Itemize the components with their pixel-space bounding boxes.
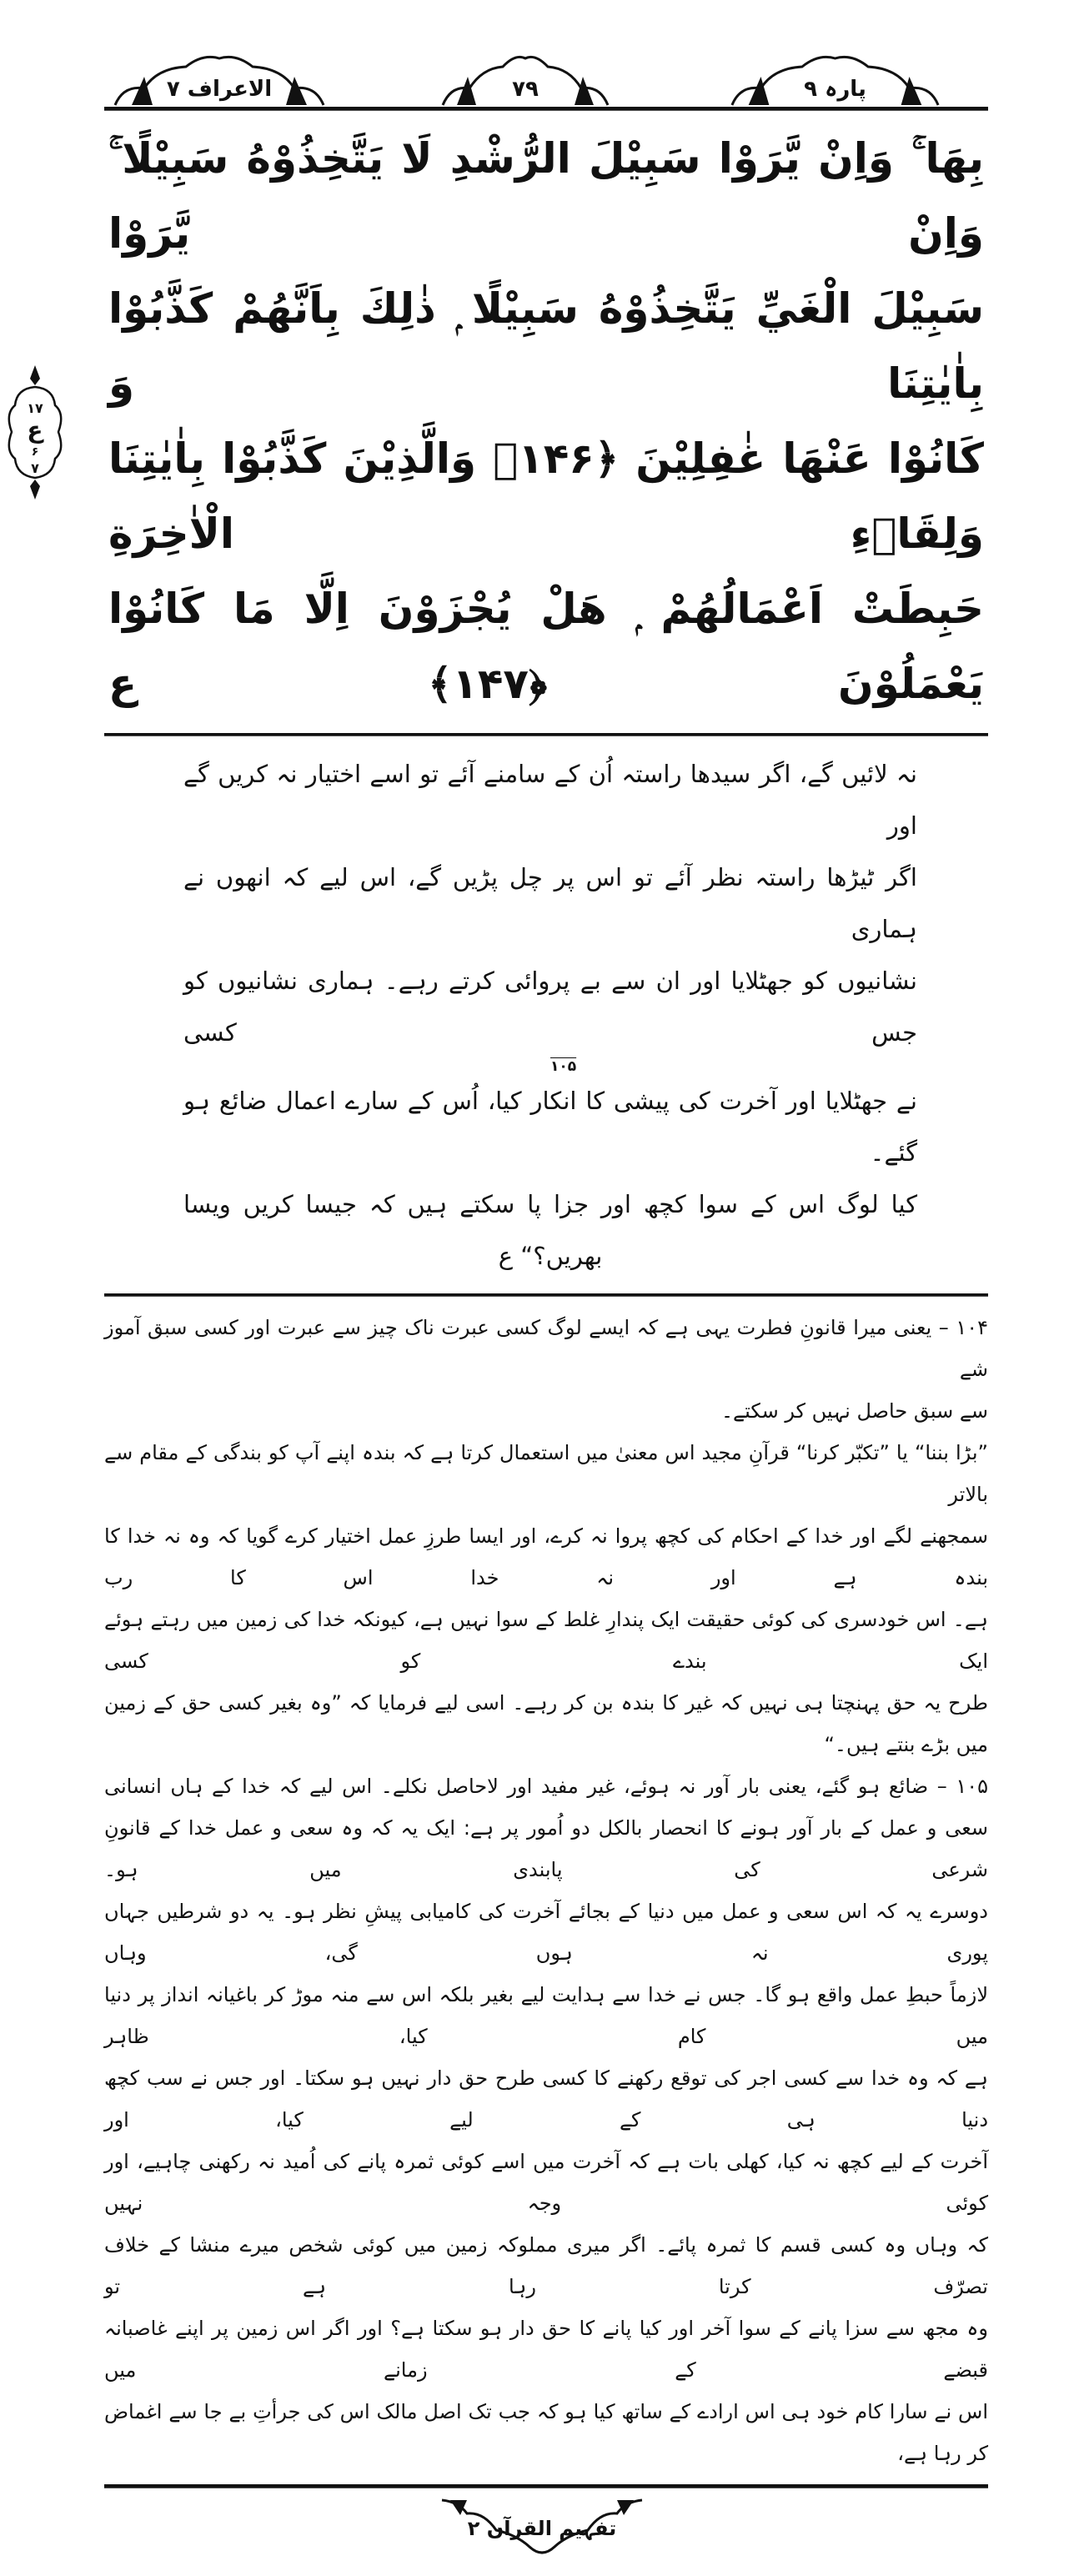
footer-ornament	[434, 2497, 650, 2559]
ruku-count-bottom: ۷	[31, 460, 39, 476]
book-title: تفہیم القرآن ۲	[467, 2516, 617, 2540]
page-number-ornament	[436, 52, 615, 107]
notes-divider	[104, 1293, 988, 1297]
note-line: وہ مجھ سے سزا پانے کے سوا آخر اور کیا پانے کا حق دار ہو سکتا ہے؟ اور اگر اس زمین پر اپنے غاصبانہ قبضے کے زمانے میں	[104, 2317, 988, 2382]
footer-divider	[104, 2484, 988, 2488]
note-line: اس نے سارا کام خود ہی اس ارادے کے ساتھ کیا ہو کہ جب تک اصل مالک اس کی جرأتِ بے جا سے اغماض کر رہا ہے،	[104, 2400, 988, 2465]
translation-line: کیا لوگ اس کے سوا کچھ اور جزا پا سکتے ہیں کہ جیسا کریں ویسا بھریں؟“ ع	[183, 1190, 917, 1270]
note-line: طرح یہ حق پہنچتا ہی نہیں کہ غیر کا بندہ بن کر رہے۔ اسی لیے فرمایا کہ ”وہ بغیر کسی حق کے زمین میں بڑے بنتے ہیں۔“	[104, 1691, 988, 1756]
note-line: سمجھنے لگے اور خدا کے احکام کی کچھ پروا نہ کرے، اور ایسا طرزِ عمل اختیار کرے گویا کہ وہ نہ خدا کا بندہ ہے اور نہ خدا اس کا رب	[104, 1524, 988, 1589]
quran-text	[108, 121, 984, 721]
note-line: ہے۔ اس خودسری کی کوئی حقیقت ایک پندارِ غلط کے سوا نہیں ہے، کیونکہ خدا کی زمین میں رہتے ہوئے ایک بندے کو کسی	[104, 1608, 988, 1673]
note-line: آخرت کے لیے کچھ نہ کیا، کھلی بات ہے کہ آخرت میں اسے کوئی ثمرہ پانے کی اُمید نہ رکھنی چاہیے، اور کوئی وجہ نہیں	[104, 2150, 988, 2215]
footnote-reference-row	[183, 1058, 917, 1075]
note-line: ۱۰۴ – یعنی میرا قانونِ فطرت یہی ہے کہ ایسے لوگ کسی عبرت ناک چیز سے عبرت اور کسی سبق آموز شے	[104, 1316, 988, 1381]
quran-line: سَبِيْلَ الْغَيِّ يَتَّخِذُوْهُ سَبِيْلًا ۭ ذٰلِكَ بِاَنَّهُمْ كَذَّبُوْا بِاٰيٰتِنَا وَ	[108, 284, 984, 408]
para-ornament	[724, 52, 946, 107]
ruku-letter: ع	[27, 416, 43, 444]
quran-line: حَبِطَتْ اَعْمَالُهُمْ ۭ هَلْ يُجْزَوْنَ اِلَّا مَا كَانُوْا يَعْمَلُوْنَ ﴿۱۴۷﴾ ع	[108, 585, 984, 708]
translation-line: نے جھٹلایا اور آخرت کی پیشی کا انکار کیا، اُس کے سارے اعمال ضائع ہو گئے۔	[183, 1087, 917, 1167]
ruku-count-middle: ۶	[31, 445, 39, 459]
translation-line: نشانیوں کو جھٹلایا اور ان سے بے پروائی کرتے رہے۔ ہماری نشانیوں کو جس کسی	[183, 967, 917, 1047]
arabic-divider	[104, 733, 988, 736]
urdu-translation	[183, 748, 917, 1282]
surah-name-ornament	[107, 52, 332, 107]
note-line: ۱۰۵ – ضائع ہو گئے، یعنی بار آور نہ ہوئے، غیر مفید اور لاحاصل نکلے۔ اس لیے کہ خدا کے ہاں انسانی	[104, 1775, 988, 1798]
note-line: ہے کہ وہ خدا سے کسی اجر کی توقع رکھنے کا کسی طرح حق دار نہیں ہو سکتا۔ اور جس نے سب کچھ دنیا ہی کے لیے کیا، اور	[104, 2066, 988, 2132]
quran-line: كَانُوْا عَنْهَا غٰفِلِيْنَ ﴿۱۴۶﴾ وَالَّذِيْنَ كَذَّبُوْا بِاٰيٰتِنَا وَلِقَاۗءِ الْاٰخِرَةِ	[108, 434, 984, 558]
para-label: پارہ ۹	[804, 77, 866, 102]
header-divider	[104, 107, 988, 111]
footnote-reference: ۱۰۵	[550, 1058, 577, 1075]
commentary-notes	[104, 1307, 988, 2474]
note-line: دوسرے یہ کہ اس سعی و عمل میں دنیا کے بجائے آخرت کی کامیابی پیشِ نظر ہو۔ یہ دو شرطیں جہاں پوری نہ ہوں گی، وہاں	[104, 1900, 988, 1965]
note-line: ”بڑا بننا“ یا ”تکبّر کرنا“ قرآنِ مجید اس معنیٰ میں استعمال کرتا ہے کہ بندہ اپنے آپ کو بندگی کے مقام سے بالاتر	[104, 1441, 988, 1506]
translation-line: نہ لائیں گے، اگر سیدھا راستہ اُن کے سامنے آئے تو اسے اختیار نہ کریں گے اور	[183, 760, 917, 840]
page-number: ۷۹	[512, 77, 539, 102]
page-header	[104, 52, 988, 107]
note-line: لازماً حبطِ عمل واقع ہو گا۔ جس نے خدا سے ہدایت لیے بغیر بلکہ اس سے منہ موڑ کر باغیانہ انداز پر دنیا میں کام کیا، ظاہر	[104, 1983, 988, 2048]
quran-line: بِهَا ۚ وَاِنْ يَّرَوْا سَبِيْلَ الرُّشْدِ لَا يَتَّخِذُوْهُ سَبِيْلًا ۚ وَاِنْ يَّرَوْا	[108, 134, 984, 258]
surah-name: الاعراف ۷	[166, 77, 273, 102]
translation-line: اگر ٹیڑھا راستہ نظر آئے تو اس پر چل پڑیں گے، اس لیے کہ انھوں نے ہماری	[183, 863, 917, 943]
note-line: سے سبق حاصل نہیں کر سکتے۔	[720, 1399, 988, 1423]
ruku-count-top: ۱۷	[27, 400, 43, 416]
note-line: سعی و عمل کے بار آور ہونے کا انحصار بالکل دو اُمور پر ہے: ایک یہ کہ وہ سعی و عمل خدا کے قانونِ شرعی کی پابندی میں ہو۔	[104, 1816, 988, 1881]
note-line: کہ وہاں وہ کسی قسم کا ثمرہ پائے۔ اگر میری مملوکہ زمین میں کوئی شخص میرے منشا کے خلاف تصرّف کرتا رہا ہے تو	[104, 2233, 988, 2298]
